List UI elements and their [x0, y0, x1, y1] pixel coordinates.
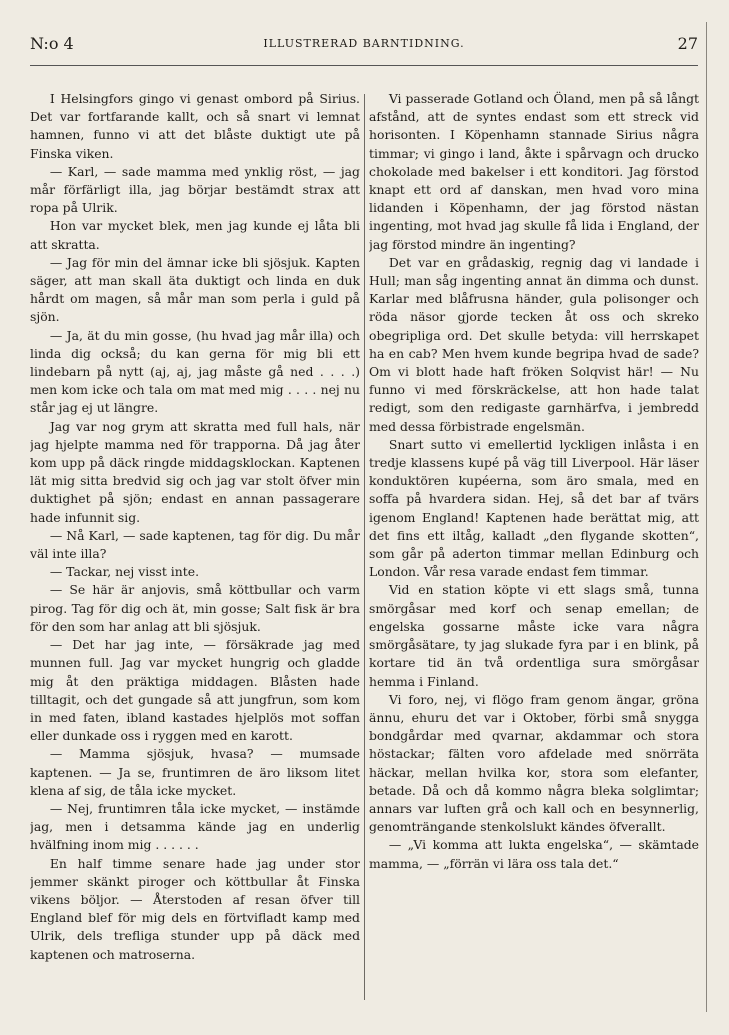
paragraph: — Tackar, nej visst inte. — [49, 564, 200, 580]
header-rule — [30, 65, 698, 66]
paragraph: Jag var nog grym att skratta med full hals, när jag hjelpte mamma ned för trapporna. Då jag åter kom upp på däck ringde middagsklockan. Kaptenen lät mig sitta bredvid sig och jag var stolt öfver min duktighet på sjön; endast en annan passagerare hade infunnit sig. — [30, 418, 360, 525]
paragraph: — Nå Karl, — sade kaptenen, tag för dig. Du mår väl inte illa? — [30, 527, 360, 562]
page-edge-rule — [706, 22, 707, 1012]
paragraph: Snart sutto vi emellertid lyckligen inlåsta i en tredje klassens kupé på väg till Liverpool. Här läser konduktören kupéerna, som äro smala, med en soffa på hvardera sidan. Hej, så det bar af tvärs igenom England! Kaptenen hade berättat mig, att det fins ett iltåg, kalladt „den flygande skotten“, som går på aderton timmar mellan Edinburg och London. Vår resa varade endast fem timmar. — [369, 436, 699, 580]
paragraph: — Karl, — sade mamma med ynklig röst, — jag mår förfärligt illa, jag börjar bestämdt strax att ropa på Ulrik. — [30, 163, 360, 216]
paragraph: — „Vi komma att lukta engelska“, — skämtade mamma, — „förrän vi lära oss tala det.“ — [369, 837, 699, 871]
paragraph: — Nej, fruntimren tåla icke mycket, — instämde jag, men i detsamma kände jag en underlig hvälfning inom mig . . . . . . — [30, 800, 360, 853]
paragraph: Hon var mycket blek, men jag kunde ej låta bli att skratta. — [30, 218, 360, 252]
paragraph: — Ja, ät du min gosse, (hu hvad jag mår illa) och linda dig också; du kan gerna för mig bli ett lindebarn på nytt (aj, aj, jag måste gå ned . . . .) men kom icke och tala om mat med mig . . . . nej nu står jag ej ut längre. — [30, 327, 360, 416]
paragraph: Vi passerade Gotland och Öland, men på så långt afstånd, att de syntes endast som ett streck vid horisonten. I Köpenhamn stannade Sirius några timmar; vi gingo i land, åkte i spårvagn och drucko chokolade med bakelser i ett konditori. Jag förstod knapt ett ord af danskan, men hvad voro mina lidanden i Köpenhamn, der jag förstod nästan ingenting, mot hvad jag skulle få lida i England, der jag förstod mindre än ingenting? — [369, 91, 699, 252]
paragraph: — Se här är anjovis, små köttbullar och varm pirog. Tag för dig och ät, min gosse; Salt fisk är bra för den som har anlag att bli sjösjuk. — [30, 582, 360, 634]
issue-number: N:o 4 — [30, 34, 74, 53]
page-header — [30, 30, 698, 60]
page-number: 27 — [677, 34, 698, 53]
paragraph: I Helsingfors gingo vi genast ombord på Sirius. Det var fortfarande kallt, och så snart vi lemnat hamnen, funno vi att det blåste duktigt ute på Finska viken. — [30, 91, 360, 161]
paragraph: Vi foro, nej, vi flögo fram genom ängar, gröna ännu, ehuru det var i Oktober, förbi små snygga bondgårdar med qvarnar, akdammar och stora höstackar; fälten voro afdelade med snörräta häckar, mellan hvilka kor, stora som elefanter, betade. Då och då kommo några bleka solglimtar; annars var luften grå och kall och en besynnerlig, genomträngande stenkolslukt kändes öfverallt. — [369, 691, 699, 835]
paragraph: — Jag för min del ämnar icke bli sjösjuk. Kapten säger, att man skall äta duktigt och linda en duk hårdt om magen, så mår man som perla i guld på sjön. — [30, 254, 360, 325]
paragraph: Vid en station köpte vi ett slags små, tunna smörgåsar med korf och senap emellan; de engelska gossarne måste icke vara några smörgåsätare, ty jag slukade fyra par i en blink, på kortare tid än två ordentliga sura smörgåsar hemma i Finland. — [369, 582, 699, 689]
left-column — [30, 90, 360, 1002]
paragraph: — Det har jag inte, — försäkrade jag med munnen full. Jag var mycket hungrig och gladde mig åt den präktiga middagen. Blåsten hade tilltagit, och det gungade så att jungfrun, som kom in med faten, ibland kastades hjelplös mot soffan eller dunkade oss i ryggen med en karott. — [30, 637, 360, 744]
right-column — [369, 90, 699, 1002]
paragraph: En half timme senare hade jag under stor jemmer skänkt piroger och köttbullar åt Finska vikens böljor. — Återstoden af resan öfver till England blef för mig dels en förtvifladt kamp med Ulrik, dels trefliga stunder upp på däck med kaptenen och matroserna. — [30, 855, 360, 962]
publication-title: ILLUSTRERAD BARNTIDNING. — [263, 37, 465, 50]
paragraph: — Mamma sjösjuk, hvasa? — mumsade kaptenen. — Ja se, fruntimren de äro liksom litet klena af sig, de tåla icke mycket. — [30, 746, 360, 798]
paragraph: Det var en grådaskig, regnig dag vi landade i Hull; man såg ingenting annat än dimma och dunst. Karlar med blåfrusna händer, gula polisonger och röda näsor gjorde tecken åt oss och skreko obegripliga ord. Det skulle betyda: vill herrskapet ha en cab? Men hvem kunde begripa hvad de sade? Om vi blott hade haft fröken Solqvist här! — Nu funno vi med förskräckelse, att hon hade talat redigt, som den redigaste garnhärfva, i jembredd med dessa förbistrade engelsmän. — [369, 254, 699, 434]
column-divider — [364, 94, 365, 1000]
